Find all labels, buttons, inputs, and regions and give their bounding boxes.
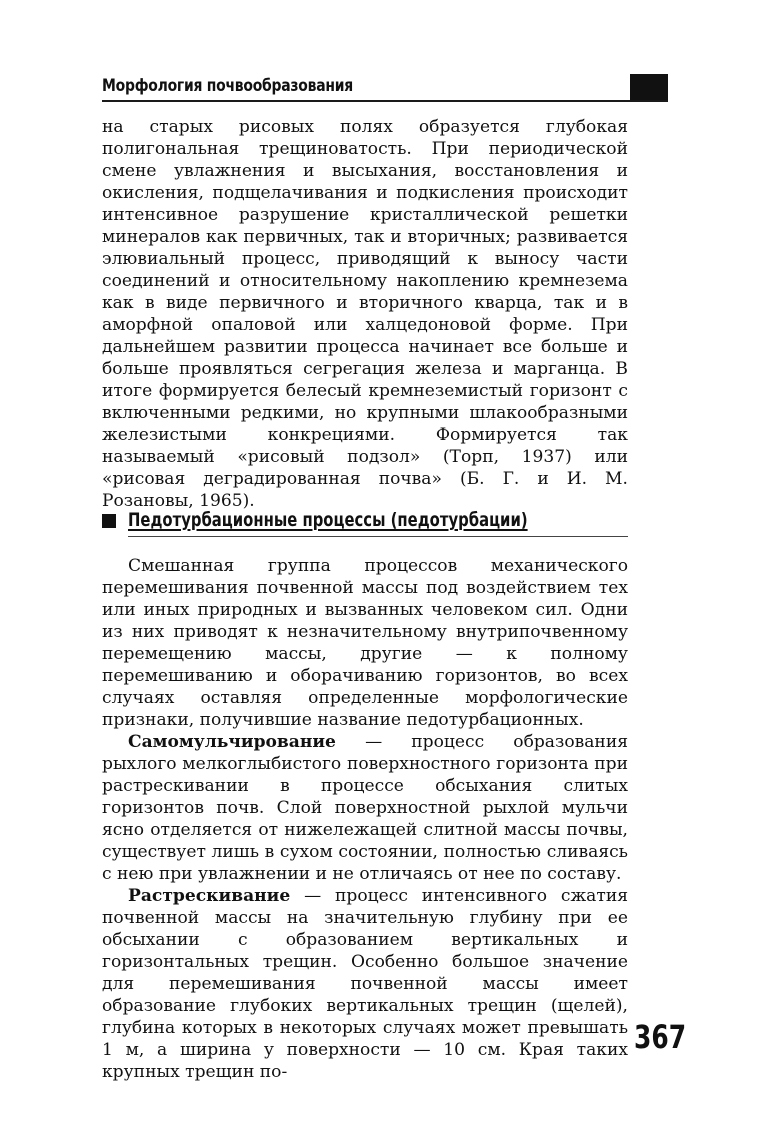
section-title: Педотурбационные процессы (педотурбации) <box>128 509 528 531</box>
paragraph-self-mulching <box>102 731 628 885</box>
paragraph-cracking <box>102 885 628 1083</box>
definition-self-mulching: — процесс образования рыхлого мелкоглыбистого поверхностного горизонта при растрескивании в процессе обсыхания слитых горизонтов почв. Слой поверхностной рыхлой мульчи ясно отделяется от нижележащей слитной массы почвы, существует лишь в сухом состоянии, полностью сливаясь с нею при увлажнении и не отличаясь от нее по составу. <box>102 732 628 884</box>
term-cracking: Растрескивание <box>128 886 291 906</box>
section-divider <box>128 536 628 537</box>
page-number: 367 <box>634 1018 687 1056</box>
paragraph-intro: Смешанная группа процессов механического перемешивания почвенной массы под воздействием тех или иных природных и вызванных человеком сил. Одни из них приводят к незначительному внутрипочвенному перемещению массы, другие — к полному перемешиванию и оборачиванию горизонтов, во всех случаях оставляя определенные морфологические признаки, получившие название педотурбационных. <box>102 556 628 730</box>
term-self-mulching: Самомульчирование <box>128 732 336 752</box>
section-bullet-icon <box>102 514 116 528</box>
section-heading <box>102 505 628 535</box>
paragraph-continued: на старых рисовых полях образуется глубокая полигональная трещиноватость. При периодической смене увлажнения и высыхания, восстановления и окисления, подщелачивания и подкисления происходит интенсивное разрушение кристаллической решетки минералов как первичных, так и вторичных; развивается элювиальный процесс, приводящий к выносу части соединений и относительному накоплению кремнезема как в виде первичного и вторичного кварца, так и в аморфной опаловой или халцедоновой форме. При дальнейшем развитии процесса начинает все больше и больше проявляться сегрегация железа и марганца. В итоге формируется белесый кремнеземистый горизонт с включенными редкими, но крупными шлакообразными железистыми конкрециями. Формируется так называемый «рисовый подзол» (Торп, 1937) или «рисовая деградированная почва» (Б. Г. и И. М. Розановы, 1965). <box>102 117 628 511</box>
running-head <box>102 74 668 102</box>
running-head-tab <box>630 74 668 100</box>
running-head-title: Морфология почвообразования <box>102 76 353 96</box>
text-block-bottom <box>102 555 628 1083</box>
definition-cracking: — процесс интенсивного сжатия почвенной массы на значительную глубину при ее обсыхании с образованием вертикальных и горизонтальных трещин. Особенно большое значение для перемешивания почвенной массы имеет образование глубоких вертикальных трещин (щелей), глубина которых в некоторых случаях может превышать 1 м, а ширина у поверхности — 10 см. Края таких крупных трещин по- <box>102 886 628 1082</box>
text-block-top <box>102 116 628 512</box>
